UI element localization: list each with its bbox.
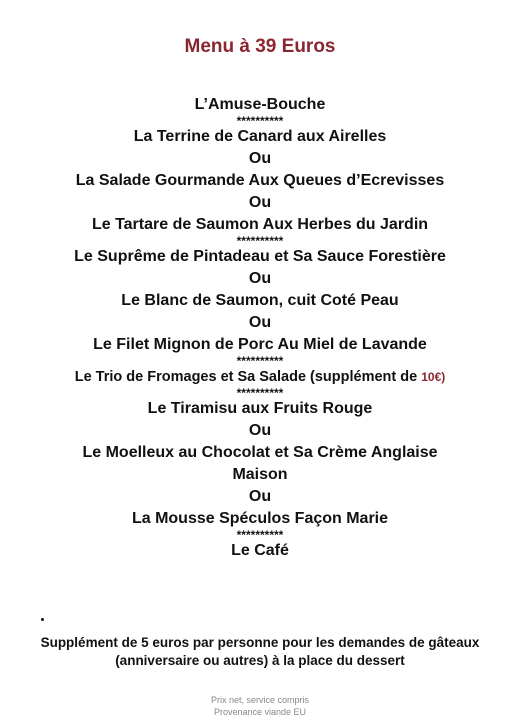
menu-item-dessert-3: La Mousse Spéculos Façon Marie	[131, 510, 389, 527]
separator: **********	[236, 234, 284, 248]
separator: **********	[236, 354, 284, 368]
bullet-dot	[41, 618, 44, 621]
separator: **********	[236, 386, 284, 400]
menu-title: Menu à 39 Euros	[184, 36, 336, 57]
cheese-label: Le Trio de Fromages et Sa Salade (supplément de	[74, 369, 418, 385]
menu-item-dessert-2: Le Moelleux au Chocolat et Sa Crème Anglaise	[82, 444, 438, 461]
supplement-note	[0, 634, 520, 670]
or-label: Ou	[248, 270, 272, 287]
footer-line-2: Provenance viande EU	[213, 707, 307, 717]
menu-item-starter-1: La Terrine de Canard aux Airelles	[133, 128, 387, 145]
note-line-2: (anniversaire ou autres) à la place du dessert	[115, 653, 405, 668]
menu-item-dessert-1: Le Tiramisu aux Fruits Rouge	[147, 400, 373, 417]
note-line-1: Supplément de 5 euros par personne pour les demandes de gâteaux	[40, 635, 480, 650]
separator: **********	[236, 114, 284, 128]
or-label: Ou	[248, 150, 272, 167]
menu-item-cheese	[0, 366, 520, 388]
menu-item-starter-2: La Salade Gourmande Aux Queues d’Ecrevisses	[75, 172, 445, 189]
cheese-price: 10€)	[421, 370, 446, 384]
or-label: Ou	[248, 194, 272, 211]
or-label: Ou	[248, 422, 272, 439]
menu-list	[0, 94, 520, 562]
menu-item-coffee: Le Café	[231, 542, 289, 559]
separator: **********	[236, 528, 284, 542]
menu-item-dessert-2-cont: Maison	[232, 466, 288, 483]
menu-item-amuse-bouche: L’Amuse-Bouche	[194, 96, 326, 113]
menu-item-main-1: Le Suprême de Pintadeau et Sa Sauce Forestière	[74, 248, 446, 265]
footer	[0, 694, 520, 718]
or-label: Ou	[248, 314, 272, 331]
menu-item-starter-3: Le Tartare de Saumon Aux Herbes du Jardin	[91, 216, 429, 233]
menu-item-main-2: Le Blanc de Saumon, cuit Coté Peau	[121, 292, 399, 309]
or-label: Ou	[248, 488, 272, 505]
menu-item-main-3: Le Filet Mignon de Porc Au Miel de Lavande	[93, 336, 427, 353]
footer-line-1: Prix net, service compris	[210, 695, 310, 705]
